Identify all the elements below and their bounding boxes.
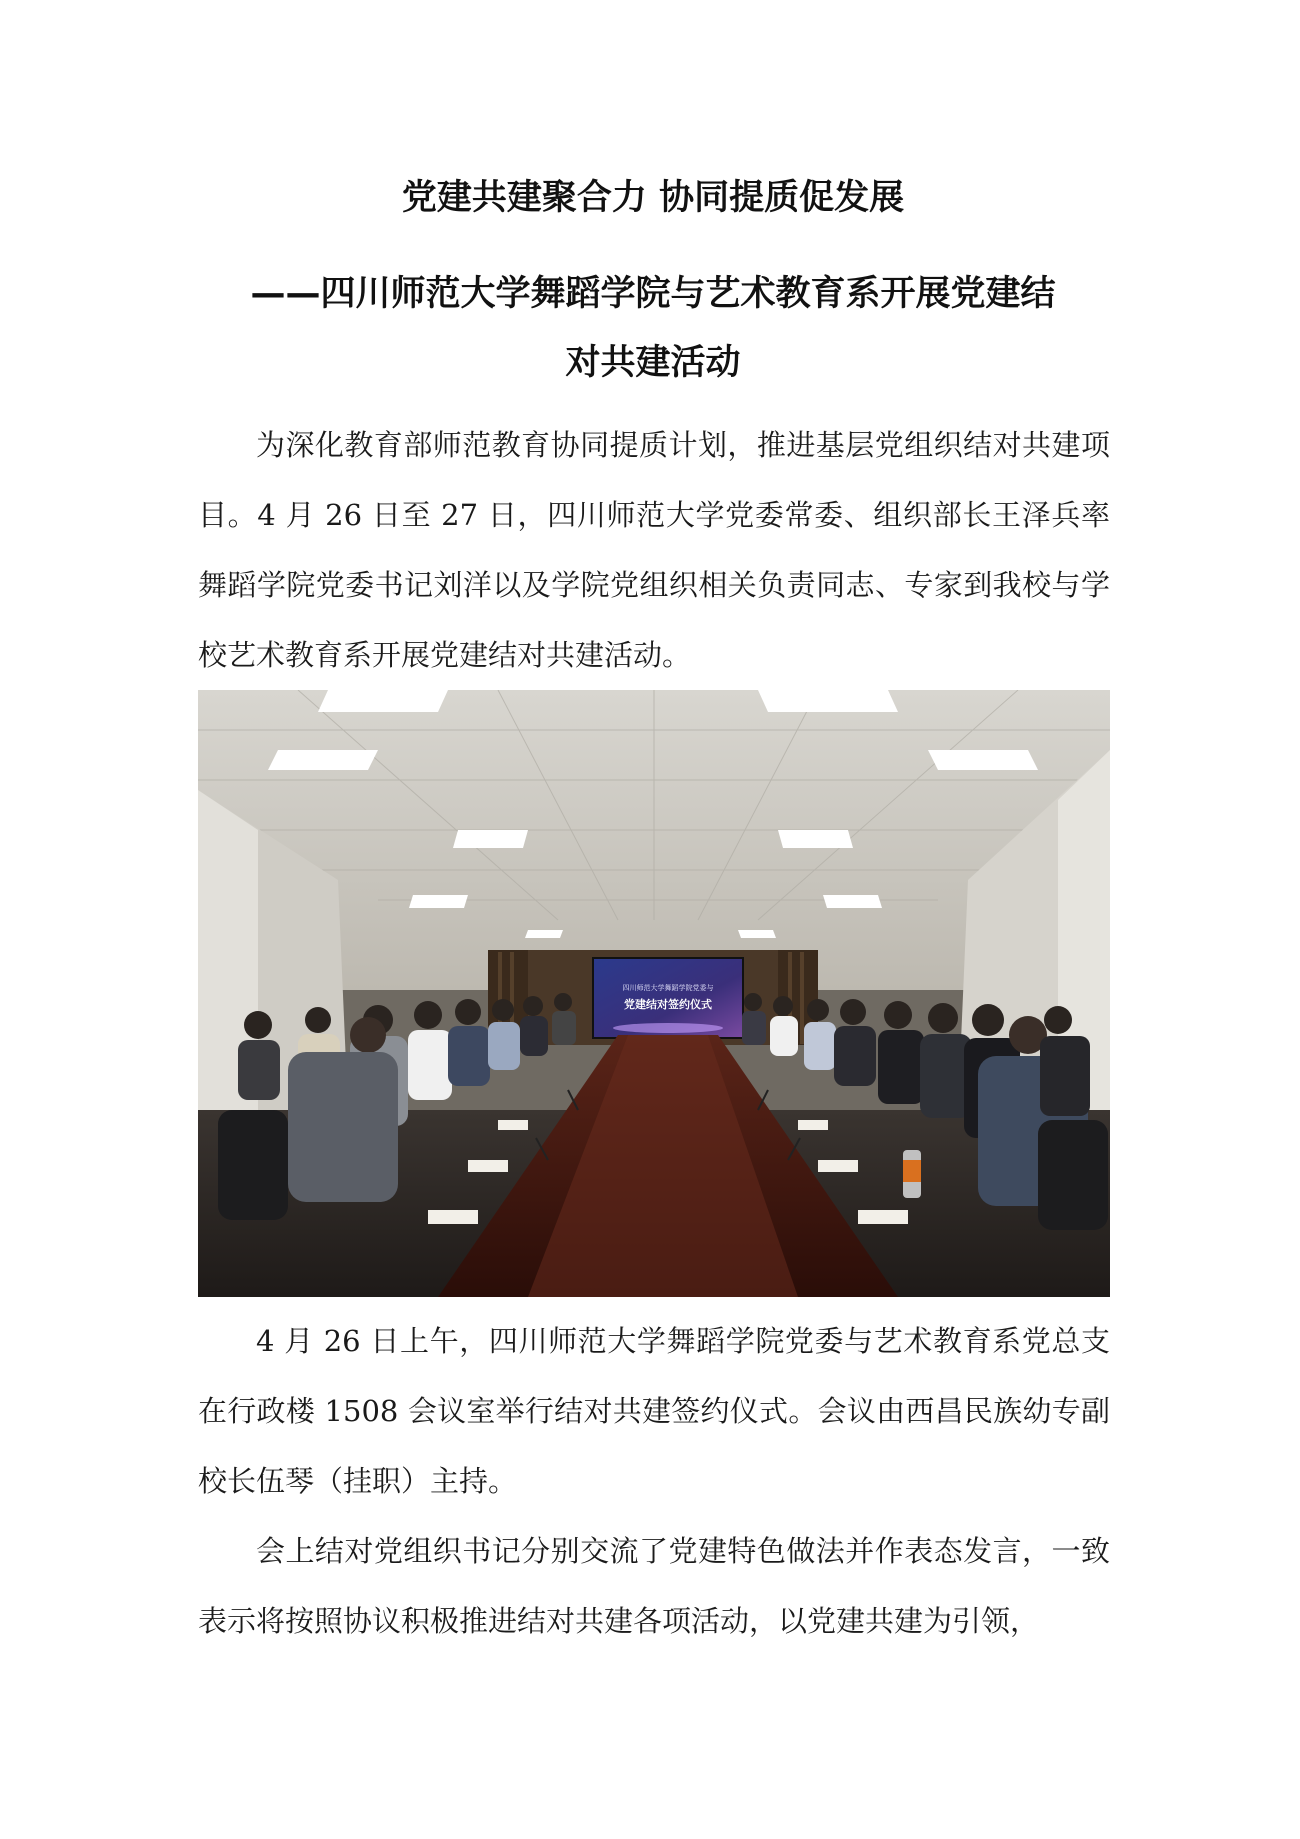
screen-text-line2: 党建结对签约仪式 [624, 998, 712, 1011]
title-sub-line1: ——四川师范大学舞蹈学院与艺术教育系开展党建结 [250, 274, 1056, 314]
screen-text-line1: 四川师范大学舞蹈学院党委与 [622, 984, 714, 992]
paragraph-exchange: 会上结对党组织书记分别交流了党建特色做法并作表态发言，一致表示将按照协议积极推进结对共建各项活动，以党建共建为引领， [198, 1534, 1110, 1638]
title-main: 党建共建聚合力 协同提质促发展 [401, 178, 905, 218]
title-sub-line2: 对共建活动 [565, 343, 741, 383]
paragraph-ceremony: 4 月 26 日上午，四川师范大学舞蹈学院党委与艺术教育系党总支在行政楼 1508 会议室举行结对共建签约仪式。会议由西昌民族幼专副校长伍琴（挂职）主持。 [198, 1324, 1110, 1498]
meeting-photo [198, 690, 1110, 1297]
paragraph-intro: 为深化教育部师范教育协同提质计划，推进基层党组织结对共建项目。4 月 26 日至 27 日，四川师范大学党委常委、组织部长王泽兵率舞蹈学院党委书记刘洋以及学院党组织相关负责同志、专家到我校与学校艺术教育系开展党建结对共建活动。 [198, 428, 1110, 672]
